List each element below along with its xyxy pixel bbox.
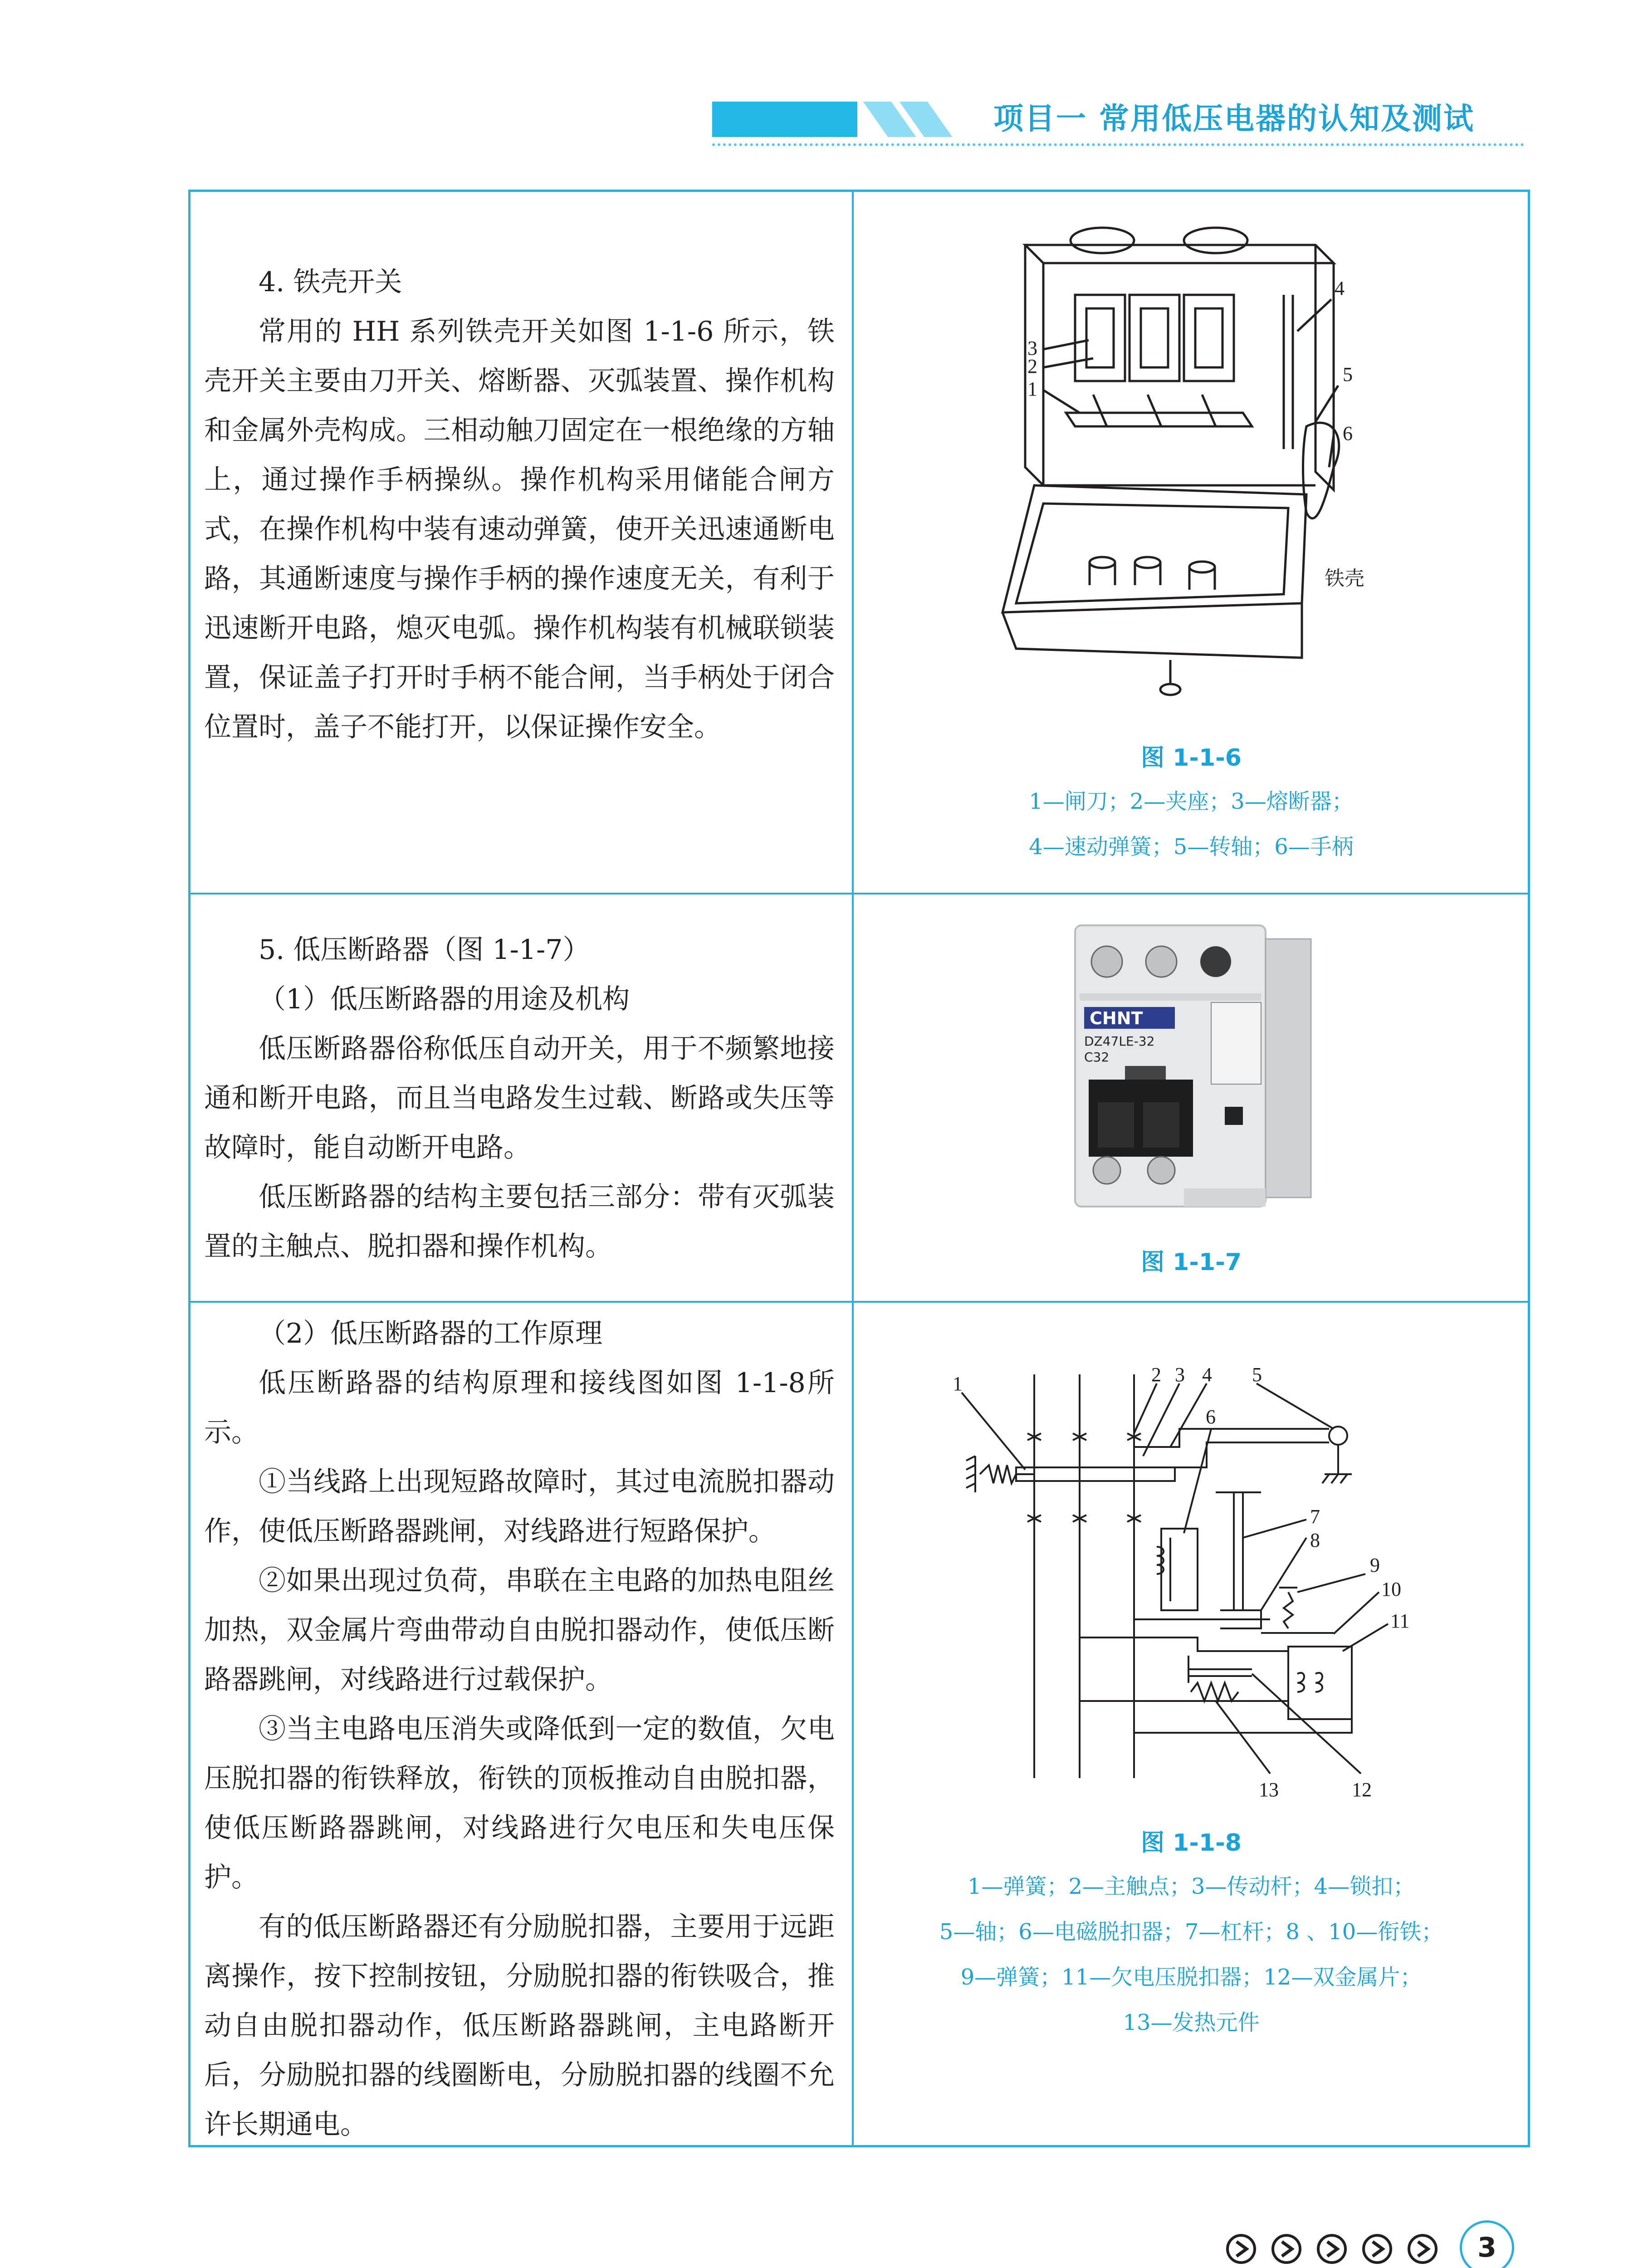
section-iron-switch	[204, 258, 835, 752]
circled-arrow-icon	[1315, 2233, 1348, 2265]
paragraph: 常用的 HH 系列铁壳开关如图 1-1-6 所示，铁壳开关主要由刀开关、熔断器、灭弧装置、操作机构和金属外壳构成。三相动触刀固定在一根绝缘的方轴上，通过操作手柄操纵。操作机构采用储能合闸方式，在操作机构中装有速动弹簧，使开关迅速通断电路，其通断速度与操作手柄的操作速度无关，有利于迅速断开电路，熄灭电弧。操作机构装有机械联锁装置，保证盖子打开时手柄不能合闸，当手柄处于闭合位置时，盖子不能打开，以保证操作安全。	[204, 316, 835, 743]
figure-caption-line: 9—弹簧；11—欠电压脱扣器；12—双金属片；	[960, 1965, 1422, 1990]
figure-caption-line: 13—发热元件	[1123, 2010, 1260, 2035]
fig-label: 10	[1381, 1578, 1401, 1600]
breaker-principle-diagram	[944, 1356, 1461, 1805]
iron-shell-switch-figure	[989, 213, 1406, 712]
figure-caption-line: 4—速动弹簧；5—转轴；6—手柄	[1029, 834, 1354, 860]
figure-title: 图 1-1-6	[1141, 744, 1242, 772]
page-number: 3	[1460, 2220, 1514, 2268]
circled-arrow-icon	[1361, 2233, 1394, 2265]
paragraph: ①当线路上出现短路故障时，其过电流脱扣器动作，使低压断路器跳闸，对线路进行短路保护。	[204, 1466, 835, 1547]
fig-label: 8	[1310, 1529, 1320, 1551]
fig-label: 12	[1352, 1779, 1372, 1801]
fig-label: 4	[1202, 1364, 1212, 1386]
fig-label: 2	[1151, 1364, 1161, 1386]
fig-label: 3	[1175, 1364, 1185, 1386]
fig-label: 7	[1310, 1505, 1320, 1528]
breaker-photo	[1071, 921, 1325, 1220]
fig-label: 9	[1370, 1554, 1380, 1576]
fig-label-shell: 铁壳	[1325, 567, 1364, 590]
fig-label: 4	[1335, 277, 1345, 299]
table-row-divider	[188, 893, 1530, 894]
table-row-divider	[188, 1301, 1530, 1303]
section-heading: 5. 低压断路器（图 1-1-7）	[259, 934, 590, 966]
figure-title: 图 1-1-8	[1141, 1829, 1242, 1857]
section-heading: 4. 铁壳开关	[259, 266, 402, 298]
paragraph: ③当主电路电压消失或降低到一定的数值，欠电压脱扣器的衔铁释放，衔铁的顶板推动自由脱扣器，使低压断路器跳闸，对线路进行欠电压和失电压保护。	[204, 1713, 835, 1893]
paragraph: ②如果出现过负荷，串联在主电路的加热电阻丝加热，双金属片弯曲带动自由脱扣器动作，使低压断路器跳闸，对线路进行过载保护。	[204, 1565, 835, 1696]
circled-arrow-icon	[1270, 2233, 1303, 2265]
fig-label: 11	[1390, 1610, 1410, 1632]
fig-label: 5	[1343, 363, 1353, 386]
paragraph: 有的低压断路器还有分励脱扣器，主要用于远距离操作，按下控制按钮，分励脱扣器的衔铁吸合，推动自由脱扣器动作，低压断路器跳闸，主电路断开后，分励脱扣器的线圈断电，分励脱扣器的线圈不允许长期通电。	[204, 1911, 835, 2141]
fig-label: 13	[1259, 1779, 1279, 1801]
circled-arrow-icon	[1406, 2233, 1439, 2265]
breaker-brand: CHNT	[1090, 1008, 1143, 1028]
header-dotted-rule	[712, 143, 1524, 146]
fig-label: 2	[1027, 355, 1037, 377]
header-title: 项目一 常用低压电器的认知及测试	[993, 101, 1475, 136]
subheading: （2）低压断路器的工作原理	[259, 1318, 603, 1349]
section-breaker	[204, 925, 835, 1271]
fig-label: 6	[1206, 1406, 1216, 1428]
fig-label: 5	[1252, 1364, 1262, 1386]
fig-label: 1	[1027, 378, 1037, 400]
figure-caption-line: 5—轴；6—电磁脱扣器；7—杠杆；8 、10—衔铁；	[939, 1919, 1443, 1945]
breaker-model: DZ47LE-32	[1084, 1034, 1155, 1049]
section-principle	[204, 1309, 835, 2150]
circled-arrow-icon	[1225, 2233, 1257, 2265]
fig-label: 3	[1027, 337, 1037, 359]
fig-label: 1	[953, 1373, 963, 1395]
paragraph: 低压断路器的结构原理和接线图如图 1-1-8所示。	[204, 1367, 835, 1448]
paragraph: 低压断路器俗称低压自动开关，用于不频繁地接通和断开电路，而且当电路发生过载、断路或失压等故障时，能自动断开电路。	[204, 1033, 835, 1163]
fig-label: 6	[1343, 422, 1353, 445]
header-accent-bar	[712, 102, 857, 137]
breaker-rating: C32	[1084, 1050, 1110, 1065]
figure-caption-line: 1—闸刀；2—夹座；3—熔断器；	[1029, 789, 1354, 814]
figure-title: 图 1-1-7	[1141, 1249, 1242, 1276]
paragraph: 低压断路器的结构主要包括三部分：带有灭弧装置的主触点、脱扣器和操作机构。	[204, 1181, 835, 1262]
figure-caption-line: 1—弹簧；2—主触点；3—传动杆；4—锁扣；	[967, 1874, 1415, 1899]
subheading: （1）低压断路器的用途及机构	[259, 983, 630, 1015]
